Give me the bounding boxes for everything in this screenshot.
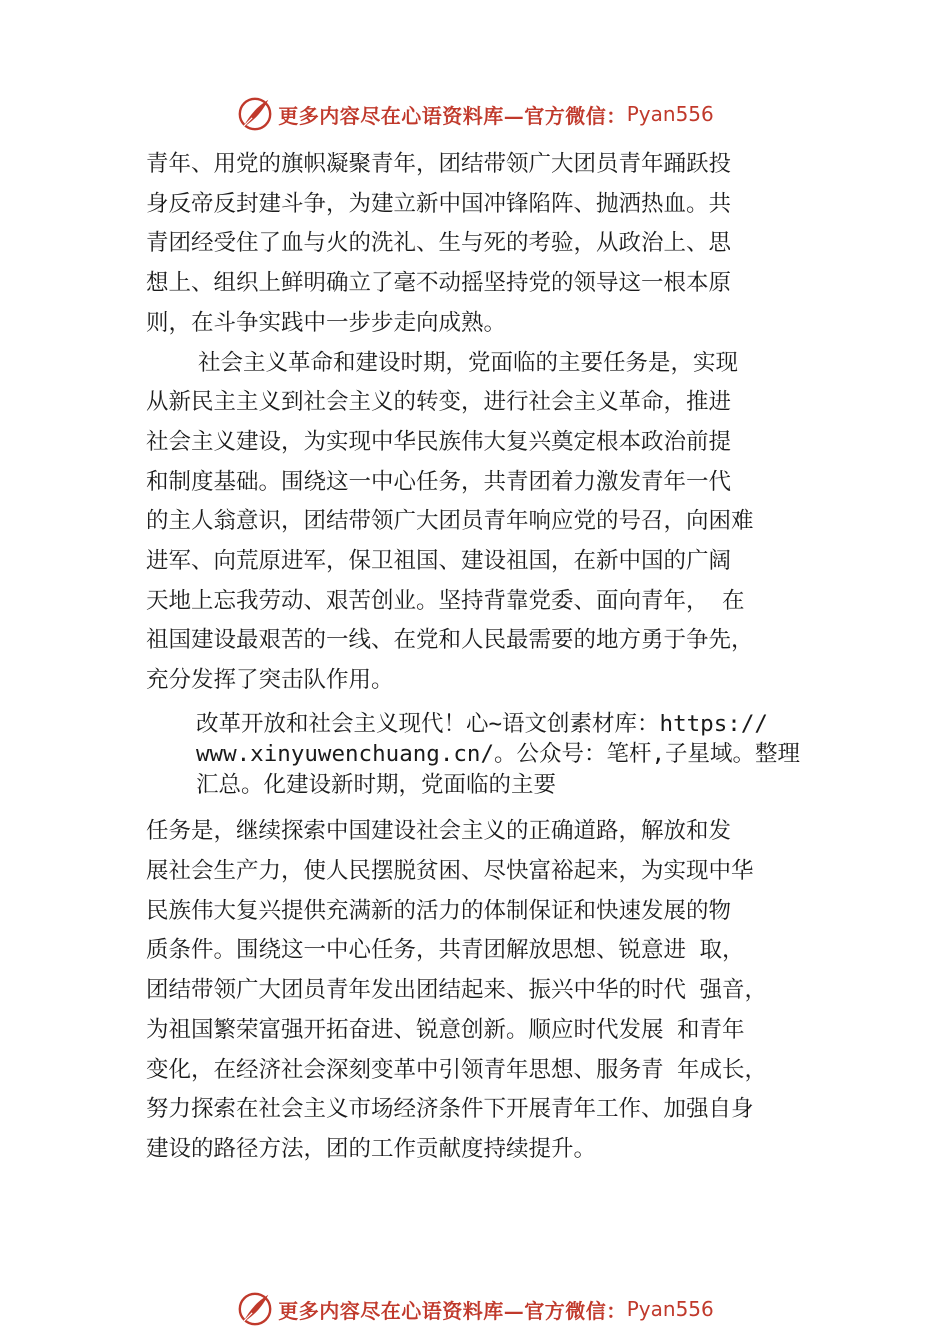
text-line: 汇总。化建设新时期，党面临的主要	[196, 771, 557, 798]
header-official-label: 官方微信：	[524, 103, 627, 128]
text-line: 为祖国繁荣富强开拓奋进、锐意创新。顺应时代发展 和青年	[146, 1016, 745, 1043]
paragraph	[146, 812, 836, 1169]
text-line: 团结带领广大团员青年发出团结起来、振兴中华的时代 强音，	[146, 977, 768, 1004]
text-line: 和制度基础。围绕这一中心任务，共青团着力激发青年一代	[146, 468, 732, 495]
quill-logo-icon	[236, 1290, 274, 1328]
paragraph	[146, 344, 836, 701]
text-line: www.xinyuwenchuang.cn/。公众号：笔杆,子星域。整理	[196, 741, 801, 768]
text-line: 努力探索在社会主义市场经济条件下开展青年工作、加强自身	[146, 1096, 754, 1123]
text-line: 想上、组织上鲜明确立了毫不动摇坚持党的领导这一根本原	[146, 270, 732, 297]
footer-official-label: 官方微信：	[524, 1298, 627, 1323]
text-line: 变化，在经济社会深刻变革中引领青年思想、服务青 年成长，	[146, 1056, 768, 1083]
document-body	[146, 145, 836, 1170]
text-line: 充分发挥了突击队作用。	[146, 667, 394, 694]
text-line: 进军、向荒原进军，保卫祖国、建设祖国，在新中国的广阔	[146, 548, 732, 575]
text-line: 社会主义革命和建设时期，党面临的主要任务是，实现	[198, 349, 739, 376]
text-line: 天地上忘我劳动、艰苦创业。坚持背靠党委、面向青年， 在	[146, 587, 745, 614]
text-line: 任务是，继续探索中国建设社会主义的正确道路，解放和发	[146, 818, 732, 845]
header-wechat-id: Pyan556	[626, 102, 714, 126]
text-line: 社会主义建设，为实现中华民族伟大复兴奠定根本政治前提	[146, 428, 732, 455]
text-line: 则，在斗争实践中一步步走向成熟。	[146, 309, 507, 336]
text-line: 展社会生产力，使人民摆脱贫困、尽快富裕起来，为实现中华	[146, 858, 754, 885]
text-line: 青团经受住了血与火的洗礼、生与死的考验，从政治上、思	[146, 230, 732, 257]
text-line: 从新民主主义到社会主义的转变，进行社会主义革命，推进	[146, 389, 732, 416]
watermark-paragraph	[146, 709, 836, 801]
page-header	[0, 94, 950, 134]
text-line: 改革开放和社会主义现代！心~语文创素材库：https://	[196, 710, 768, 737]
text-line: 青年、用党的旗帜凝聚青年，团结带领广大团员青年踊跃投	[146, 151, 732, 177]
text-line: 质条件。围绕这一中心任务，共青团解放思想、锐意进 取，	[146, 937, 745, 964]
footer-wechat-id: Pyan556	[626, 1297, 714, 1321]
footer-brand-text: 更多内容尽在心语资料库—	[278, 1298, 525, 1323]
text-line: 祖国建设最艰苦的一线、在党和人民最需要的地方勇于争先，	[146, 627, 754, 654]
page-footer	[0, 1289, 950, 1329]
paragraph	[146, 145, 836, 344]
text-line: 身反帝反封建斗争，为建立新中国冲锋陷阵、抛洒热血。共	[146, 190, 732, 217]
header-brand-text: 更多内容尽在心语资料库—	[278, 103, 525, 128]
text-line: 民族伟大复兴提供充满新的活力的体制保证和快速发展的物	[146, 897, 732, 924]
text-line: 建设的路径方法，团的工作贡献度持续提升。	[146, 1135, 597, 1162]
text-line: 的主人翁意识，团结带领广大团员青年响应党的号召，向困难	[146, 508, 754, 535]
quill-logo-icon	[236, 95, 274, 133]
